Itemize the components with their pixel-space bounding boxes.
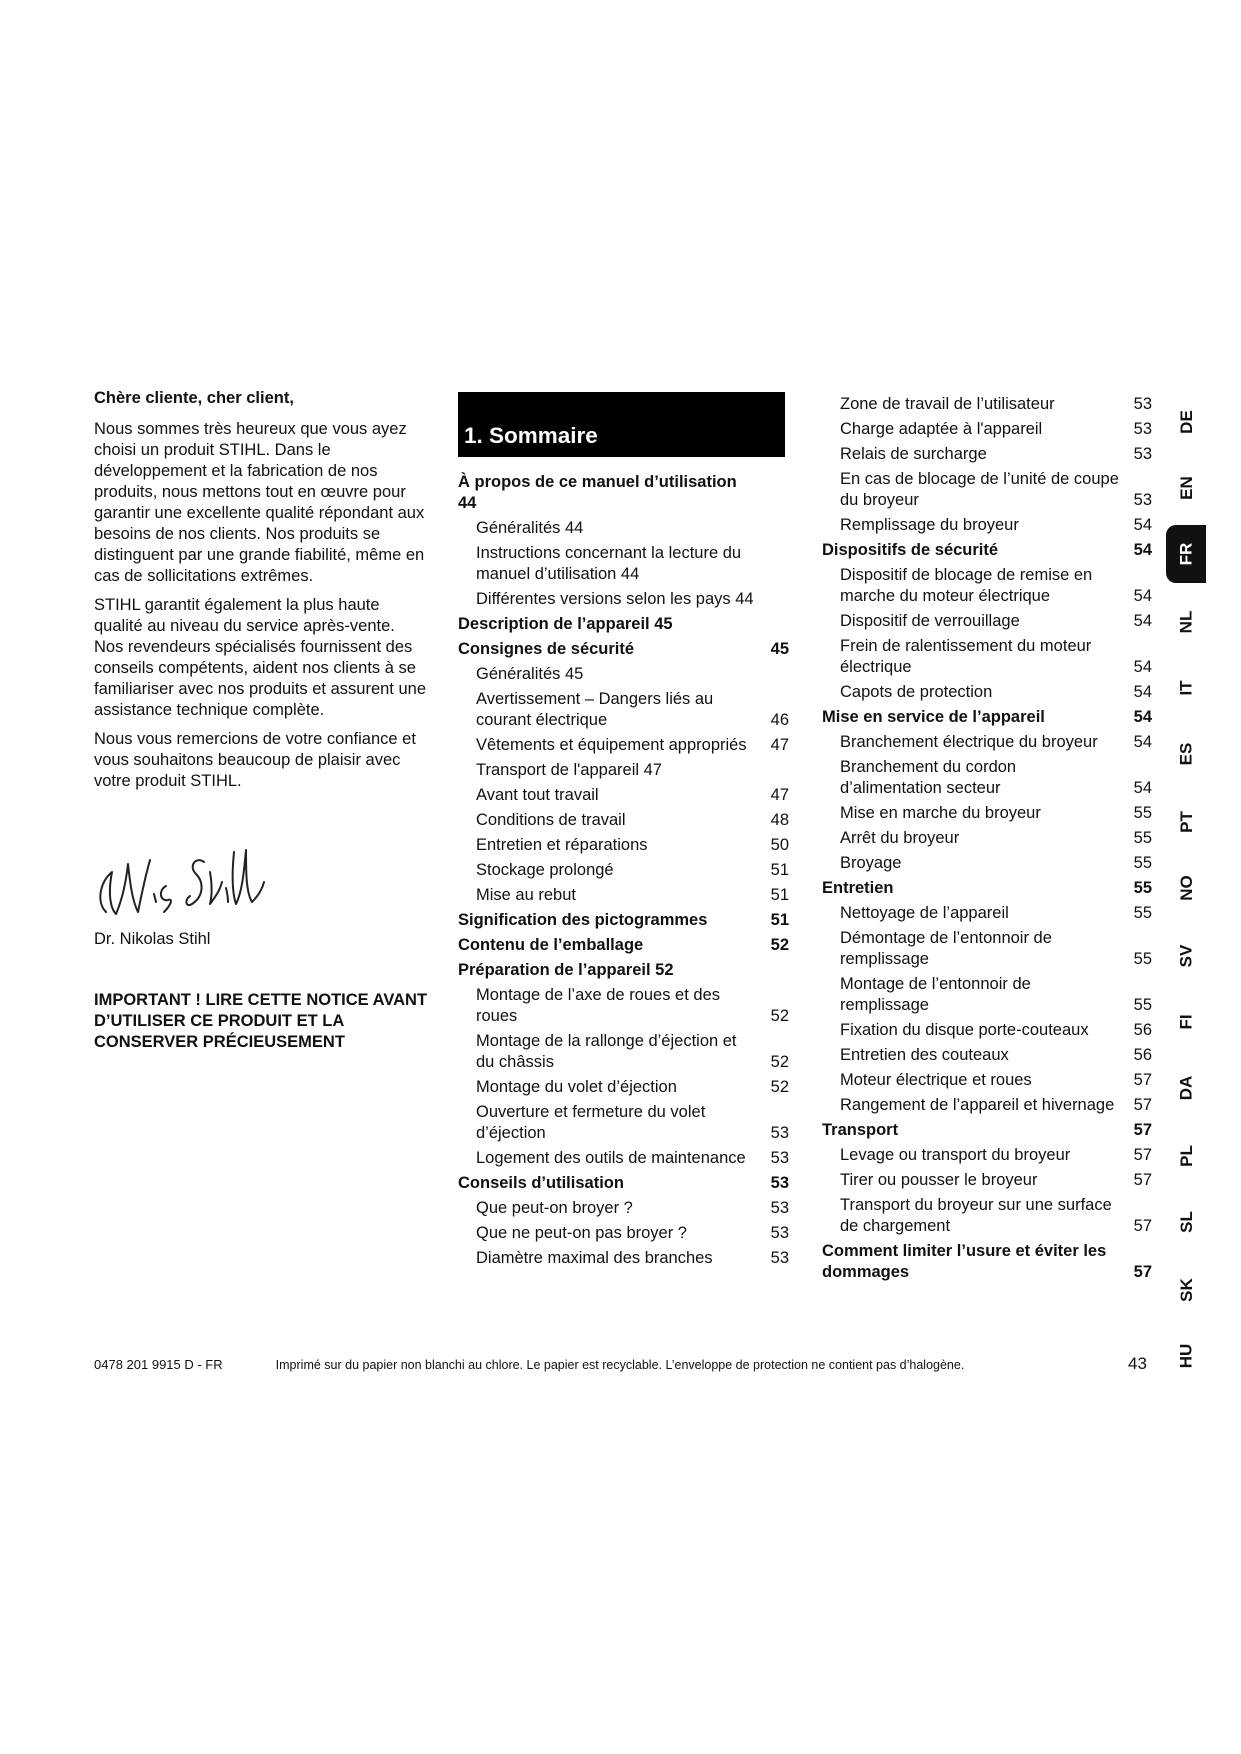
language-tab-sv[interactable] xyxy=(1168,946,1205,966)
toc-entry-page: 48 xyxy=(770,811,789,829)
document-code: 0478 201 9915 D - FR xyxy=(94,1357,223,1372)
toc-entry-page: 45 xyxy=(770,640,789,658)
toc-entry[interactable] xyxy=(458,639,789,660)
toc-entry-title: Capots de protection xyxy=(840,683,993,701)
toc-entry-page: 52 xyxy=(770,1007,789,1025)
toc-entry-page: 46 xyxy=(770,711,789,729)
toc-entry[interactable] xyxy=(822,828,1152,849)
toc-entry[interactable] xyxy=(458,960,789,981)
intro-paragraph: Nous vous remercions de votre confiance et vous souhaitons beaucoup de plaisir avec votre produit STIHL. xyxy=(94,730,416,790)
language-tab-label: EN xyxy=(1176,476,1196,500)
language-tab-sl[interactable] xyxy=(1168,1212,1205,1232)
toc-entry-title: Vêtements et équipement appropriés xyxy=(476,736,747,754)
toc-entry-page: 57 xyxy=(1133,1217,1152,1235)
language-tab-sk[interactable] xyxy=(1168,1280,1205,1300)
toc-entry-title: Montage du volet d’éjection xyxy=(476,1078,677,1096)
language-tab-pl[interactable] xyxy=(1168,1146,1205,1166)
language-tab-pt[interactable] xyxy=(1168,812,1205,832)
toc-entry[interactable] xyxy=(458,760,789,781)
toc-header-bar xyxy=(458,392,785,457)
toc-entry-title: Remplissage du broyeur xyxy=(840,516,1019,534)
toc-entry-page: 54 xyxy=(1133,658,1152,676)
toc-entry-page: 57 xyxy=(1133,1146,1152,1164)
toc-entry-title: Broyage xyxy=(840,854,902,872)
toc-entry[interactable] xyxy=(458,1102,789,1144)
toc-entry[interactable] xyxy=(458,1198,789,1219)
toc-entry[interactable] xyxy=(822,928,1152,970)
toc-entry[interactable] xyxy=(458,935,789,956)
toc-entry-page: 57 xyxy=(1133,1121,1152,1139)
toc-entry-page: 55 xyxy=(1133,904,1152,922)
toc-entry[interactable] xyxy=(822,1120,1152,1141)
toc-entry-page: 51 xyxy=(770,911,789,929)
toc-entry-page: 54 xyxy=(1133,708,1152,726)
toc-entry-page: 53 xyxy=(770,1124,789,1142)
important-notice: IMPORTANT ! LIRE CETTE NOTICE AVANT D’UTILISER CE PRODUIT ET LA CONSERVER PRÉCIEUSEMENT xyxy=(94,991,428,1051)
toc-entry-title: Montage de la rallonge d’éjection et du châssis xyxy=(476,1032,737,1071)
toc-entry-page: 54 xyxy=(1133,516,1152,534)
toc-entry-title: Dispositifs de sécurité xyxy=(822,541,999,559)
toc-entry-title: Démontage de l’entonnoir de remplissage xyxy=(840,929,1052,968)
toc-entry[interactable] xyxy=(822,853,1152,874)
language-tab-label: HU xyxy=(1176,1343,1196,1369)
toc-entry[interactable] xyxy=(822,540,1152,561)
toc-entry-page: 54 xyxy=(1133,683,1152,701)
toc-entry[interactable] xyxy=(458,910,789,931)
toc-entry[interactable] xyxy=(822,444,1152,465)
language-tab-label: PT xyxy=(1176,811,1196,833)
toc-entry-title: Nettoyage de l’appareil xyxy=(840,904,1009,922)
toc-entry-page: 47 xyxy=(770,786,789,804)
toc-entry-page: 53 xyxy=(770,1199,789,1217)
language-tab-en[interactable] xyxy=(1168,478,1205,498)
language-tab-nl[interactable] xyxy=(1168,612,1205,632)
intro-letter xyxy=(94,388,426,800)
toc-entry-page: 54 xyxy=(1133,541,1152,559)
language-tab-it[interactable] xyxy=(1168,678,1205,698)
toc-entry[interactable] xyxy=(822,757,1152,799)
toc-entry[interactable] xyxy=(822,903,1152,924)
language-tab-label: SK xyxy=(1176,1278,1196,1302)
language-tab-label: SL xyxy=(1176,1211,1196,1233)
toc-entry-title: Conditions de travail xyxy=(476,811,626,829)
toc-entry[interactable] xyxy=(822,469,1152,511)
language-tab-hu[interactable] xyxy=(1168,1343,1205,1369)
toc-entry-title: Moteur électrique et roues xyxy=(840,1071,1032,1089)
toc-entry-title: Montage de l’entonnoir de remplissage xyxy=(840,975,1031,1014)
toc-entry-title: Transport du broyeur sur une surface de chargement xyxy=(840,1196,1112,1235)
toc-entry-page: 57 xyxy=(1133,1263,1152,1281)
toc-entry-title: Arrêt du broyeur xyxy=(840,829,960,847)
toc-entry-title: Montage de l’axe de roues et des roues xyxy=(476,986,720,1025)
toc-entry[interactable] xyxy=(458,1248,789,1269)
toc-entry-page: 55 xyxy=(1133,804,1152,822)
toc-entry-title: En cas de blocage de l’unité de coupe du broyeur xyxy=(840,470,1119,509)
toc-entry[interactable] xyxy=(458,1173,789,1194)
language-tab-label: DE xyxy=(1176,410,1196,434)
toc-entry[interactable] xyxy=(822,1170,1152,1191)
toc-entry-title: Mise en service de l’appareil xyxy=(822,708,1045,726)
toc-entry-page: 53 xyxy=(1133,395,1152,413)
toc-entry-title: Entretien xyxy=(822,879,894,897)
toc-entry[interactable] xyxy=(458,589,789,610)
toc-entry-page: 51 xyxy=(770,861,789,879)
toc-entry[interactable] xyxy=(458,985,789,1027)
language-tab-label: NO xyxy=(1176,875,1196,901)
toc-entry-page: 55 xyxy=(1133,950,1152,968)
language-tab-label: SV xyxy=(1176,944,1196,968)
toc-entry[interactable] xyxy=(822,565,1152,607)
toc-entry-title: Charge adaptée à l'appareil xyxy=(840,420,1043,438)
toc-entry-page: 55 xyxy=(1133,854,1152,872)
toc-entry[interactable] xyxy=(822,707,1152,728)
toc-entry-title: Dispositif de verrouillage xyxy=(840,612,1020,630)
toc-entry-title: Transport de l'appareil 47 xyxy=(476,761,662,779)
toc-entry[interactable] xyxy=(822,682,1152,703)
toc-entry-title: Avertissement – Dangers liés au courant électrique xyxy=(476,690,714,729)
toc-entry[interactable] xyxy=(822,732,1152,753)
toc-entry-title: Conseils d’utilisation xyxy=(458,1174,624,1192)
toc-entry-page: 53 xyxy=(1133,420,1152,438)
intro-paragraph: Nous sommes très heureux que vous ayez choisi un produit STIHL. Dans le développement et la fabrication de nos produits, nous mettons tout en œuvre pour garantir une excellente qualité répondant aux besoins de nos clients. Nos produits se distinguent par une grande fiabilité, même en cas de sollicitations extrêmes. xyxy=(94,420,425,585)
toc-entry[interactable] xyxy=(822,1070,1152,1091)
toc-entry-page: 53 xyxy=(770,1149,789,1167)
toc-title: 1. Sommaire xyxy=(464,423,598,448)
toc-entry[interactable] xyxy=(458,860,789,881)
toc-entry-title: Tirer ou pousser le broyeur xyxy=(840,1171,1038,1189)
toc-entry-title: À propos de ce manuel d’utilisation 44 xyxy=(458,473,737,512)
toc-entry-page: 52 xyxy=(770,936,789,954)
toc-entry-title: Dispositif de blocage de remise en marche du moteur électrique xyxy=(840,566,1093,605)
language-tab-label: FI xyxy=(1176,1014,1196,1030)
toc-entry-title: Avant tout travail xyxy=(476,786,599,804)
toc-entry-page: 47 xyxy=(770,736,789,754)
toc-entry[interactable] xyxy=(822,878,1152,899)
toc-entry[interactable] xyxy=(458,785,789,806)
handwritten-signature xyxy=(92,842,272,924)
signer-name: Dr. Nikolas Stihl xyxy=(94,930,211,948)
toc-entry-page: 51 xyxy=(770,886,789,904)
language-tab-no[interactable] xyxy=(1168,875,1205,901)
toc-entry-title: Branchement du cordon d’alimentation secteur xyxy=(840,758,1017,797)
intro-heading: Chère cliente, cher client, xyxy=(94,389,294,407)
toc-entry[interactable] xyxy=(458,689,789,731)
toc-entry-title: Stockage prolongé xyxy=(476,861,614,879)
toc-entry-page: 52 xyxy=(770,1078,789,1096)
language-tab-label: PL xyxy=(1176,1145,1196,1167)
toc-entry-title: Que ne peut-on pas broyer ? xyxy=(476,1224,687,1242)
toc-entry-page: 53 xyxy=(1133,445,1152,463)
toc-entry[interactable] xyxy=(458,1077,789,1098)
toc-entry-title: Frein de ralentissement du moteur électrique xyxy=(840,637,1092,676)
toc-entry-page: 50 xyxy=(770,836,789,854)
language-tab-da[interactable] xyxy=(1168,1075,1205,1101)
toc-entry-title: Signification des pictogrammes xyxy=(458,911,708,929)
toc-entry-page: 53 xyxy=(770,1174,789,1192)
toc-entry-title: Préparation de l’appareil 52 xyxy=(458,961,674,979)
toc-entry[interactable] xyxy=(458,835,789,856)
toc-entry-title: Différentes versions selon les pays 44 xyxy=(476,590,754,608)
toc-entry-title: Description de l’appareil 45 xyxy=(458,615,673,633)
toc-entry-title: Branchement électrique du broyeur xyxy=(840,733,1098,751)
toc-entry[interactable] xyxy=(822,974,1152,1016)
toc-entry[interactable] xyxy=(458,810,789,831)
toc-entry[interactable] xyxy=(458,885,789,906)
paper-note: Imprimé sur du papier non blanchi au chlore. Le papier est recyclable. L’enveloppe de protection ne contient pas d’halogène. xyxy=(275,1358,965,1372)
toc-entry[interactable] xyxy=(822,1241,1152,1283)
toc-entry-title: Généralités 45 xyxy=(476,665,584,683)
toc-entry[interactable] xyxy=(822,1095,1152,1116)
toc-entry-title: Généralités 44 xyxy=(476,519,584,537)
toc-entry[interactable] xyxy=(822,803,1152,824)
toc-entry[interactable] xyxy=(458,664,789,685)
toc-entry[interactable] xyxy=(458,1148,789,1169)
language-tab-fi[interactable] xyxy=(1168,1012,1205,1032)
toc-entry[interactable] xyxy=(822,394,1152,415)
toc-entry-page: 53 xyxy=(770,1224,789,1242)
toc-entry[interactable] xyxy=(458,735,789,756)
toc-entry-title: Mise en marche du broyeur xyxy=(840,804,1041,822)
toc-column-1 xyxy=(458,472,789,1273)
toc-entry[interactable] xyxy=(822,419,1152,440)
toc-entry-title: Ouverture et fermeture du volet d’éjection xyxy=(476,1103,706,1142)
language-tab-label: FR xyxy=(1175,542,1195,566)
toc-entry-title: Transport xyxy=(822,1121,899,1139)
toc-entry-title: Fixation du disque porte-couteaux xyxy=(840,1021,1089,1039)
toc-entry-title: Rangement de l’appareil et hivernage xyxy=(840,1096,1115,1114)
toc-entry-title: Diamètre maximal des branches xyxy=(476,1249,713,1267)
page-number: 43 xyxy=(1128,1354,1147,1373)
language-tab-label: NL xyxy=(1176,610,1196,634)
toc-entry[interactable] xyxy=(822,515,1152,536)
toc-entry-page: 52 xyxy=(770,1053,789,1071)
toc-entry-title: Mise au rebut xyxy=(476,886,576,904)
toc-entry-page: 57 xyxy=(1133,1071,1152,1089)
language-tab-es[interactable] xyxy=(1168,744,1205,764)
toc-entry-page: 57 xyxy=(1133,1096,1152,1114)
toc-entry[interactable] xyxy=(458,472,789,514)
toc-entry-title: Levage ou transport du broyeur xyxy=(840,1146,1071,1164)
toc-entry-title: Comment limiter l’usure et éviter les dommages xyxy=(822,1242,1107,1281)
toc-entry[interactable] xyxy=(822,636,1152,678)
toc-entry[interactable] xyxy=(822,1145,1152,1166)
language-tab-de[interactable] xyxy=(1168,412,1205,432)
toc-entry-page: 54 xyxy=(1133,733,1152,751)
toc-entry-title: Que peut-on broyer ? xyxy=(476,1199,633,1217)
toc-entry-page: 54 xyxy=(1133,779,1152,797)
toc-entry-page: 56 xyxy=(1133,1021,1152,1039)
toc-entry[interactable] xyxy=(458,1031,789,1073)
toc-entry-title: Zone de travail de l’utilisateur xyxy=(840,395,1055,413)
toc-entry-title: Contenu de l’emballage xyxy=(458,936,644,954)
toc-entry-title: Entretien des couteaux xyxy=(840,1046,1009,1064)
toc-entry-title: Consignes de sécurité xyxy=(458,640,635,658)
language-tab-label: IT xyxy=(1176,680,1196,696)
toc-column-2 xyxy=(822,394,1152,1287)
language-tab-label: ES xyxy=(1176,742,1196,766)
toc-entry-title: Logement des outils de maintenance xyxy=(476,1149,746,1167)
toc-entry-page: 57 xyxy=(1133,1171,1152,1189)
toc-entry[interactable] xyxy=(458,1223,789,1244)
language-tab-label: DA xyxy=(1176,1075,1196,1101)
toc-entry[interactable] xyxy=(458,518,789,539)
toc-entry-page: 54 xyxy=(1133,587,1152,605)
intro-paragraph: STIHL garantit également la plus haute qualité au niveau du service après-vente. Nos revendeurs spécialisés fournissent des conseils compétents, aident nos clients à se familiariser avec nos produits et assurent une assistance technique complète. xyxy=(94,596,426,719)
toc-entry-title: Relais de surcharge xyxy=(840,445,987,463)
toc-entry-page: 55 xyxy=(1133,879,1152,897)
toc-entry[interactable] xyxy=(822,1045,1152,1066)
toc-entry[interactable] xyxy=(458,543,789,585)
language-tab-fr[interactable] xyxy=(1166,525,1206,583)
toc-entry-page: 56 xyxy=(1133,1046,1152,1064)
toc-entry-page: 55 xyxy=(1133,996,1152,1014)
toc-entry[interactable] xyxy=(822,611,1152,632)
toc-entry-title: Instructions concernant la lecture du manuel d’utilisation 44 xyxy=(476,544,742,583)
toc-entry-page: 53 xyxy=(770,1249,789,1267)
toc-entry-page: 55 xyxy=(1133,829,1152,847)
toc-entry[interactable] xyxy=(822,1020,1152,1041)
toc-entry-page: 54 xyxy=(1133,612,1152,630)
toc-entry-page: 53 xyxy=(1133,491,1152,509)
toc-entry[interactable] xyxy=(822,1195,1152,1237)
toc-entry-title: Entretien et réparations xyxy=(476,836,648,854)
toc-entry[interactable] xyxy=(458,614,789,635)
